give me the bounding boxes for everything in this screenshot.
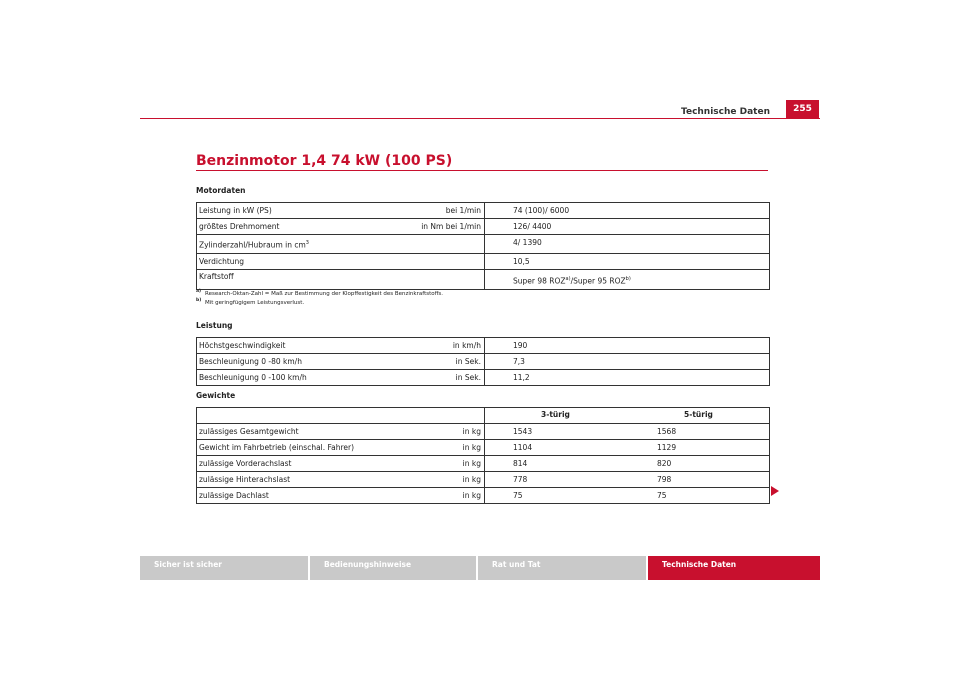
footer-tab-technische-daten[interactable]: [648, 556, 820, 580]
footnote-ref-a: a): [565, 276, 571, 282]
footnote-ref-b: b): [625, 276, 631, 282]
row-value-5-tuerig: 1129: [657, 443, 677, 452]
section-heading-motordaten: Motordaten: [196, 186, 246, 195]
row-unit: in Sek.: [455, 357, 481, 366]
row-value: Super 98 ROZ$^{a)}$/Super 95 ROZ$^{b)}$: [513, 276, 631, 286]
row-value-3-tuerig: 814: [513, 459, 528, 468]
table-row: [197, 219, 769, 235]
gewichte-table: [196, 407, 770, 504]
page-title: Benzinmotor 1,4 74 kW (100 PS): [196, 153, 453, 169]
row-value: 74 (100)/ 6000: [513, 206, 570, 215]
table-row: [197, 488, 769, 503]
footer-tab-label: Bedienungshinweise: [324, 560, 412, 569]
footer-tab-bedienungshinweise[interactable]: [310, 556, 476, 580]
row-value: 10,5: [513, 257, 530, 266]
column-header-3-tuerig: 3-türig: [541, 410, 570, 419]
row-label: Beschleunigung 0 -100 km/h: [199, 373, 307, 382]
table-row: [197, 338, 769, 354]
motordaten-table: [196, 202, 770, 290]
table-row: [197, 424, 769, 440]
row-label: Höchstgeschwindigkeit: [199, 341, 286, 350]
row-value: 126/ 4400: [513, 222, 552, 231]
table-row: [197, 472, 769, 488]
row-value-5-tuerig: 75: [657, 491, 667, 500]
row-value-3-tuerig: 75: [513, 491, 523, 500]
table-row: [197, 440, 769, 456]
row-value-5-tuerig: 798: [657, 475, 672, 484]
row-label: zulässige Vorderachslast: [199, 459, 292, 468]
page-number: 255: [786, 100, 819, 119]
header-divider: [140, 118, 820, 119]
row-label: Leistung in kW (PS): [199, 206, 272, 215]
row-unit: in Sek.: [455, 373, 481, 382]
row-value: 11,2: [513, 373, 530, 382]
row-value-5-tuerig: 1568: [657, 427, 677, 436]
table-row: [197, 370, 769, 385]
table-row: [197, 203, 769, 219]
title-divider: [196, 170, 768, 171]
row-unit: bei 1/min: [445, 206, 481, 215]
row-unit: in kg: [462, 475, 481, 484]
row-value: 4/ 1390: [513, 238, 542, 247]
section-heading-leistung: Leistung: [196, 321, 233, 330]
row-label: zulässiges Gesamtgewicht: [199, 427, 299, 436]
row-value: 7,3: [513, 357, 525, 366]
footer-tab-rat-und-tat[interactable]: [478, 556, 646, 580]
table-row: [197, 254, 769, 270]
footer-tab-sicher-ist-sicher[interactable]: [140, 556, 308, 580]
row-label: Kraftstoff: [199, 272, 234, 281]
row-unit: in kg: [462, 427, 481, 436]
running-header: Technische Daten: [681, 107, 770, 117]
table-row: [197, 354, 769, 370]
section-heading-gewichte: Gewichte: [196, 391, 236, 400]
row-label: größtes Drehmoment: [199, 222, 280, 231]
leistung-table: [196, 337, 770, 386]
row-label: zulässige Dachlast: [199, 491, 269, 500]
row-unit: in kg: [462, 443, 481, 452]
table-row: [197, 270, 769, 289]
superscript: 3: [305, 240, 309, 246]
row-label: Gewicht im Fahrbetrieb (einschal. Fahrer): [199, 443, 355, 452]
row-value-3-tuerig: 778: [513, 475, 528, 484]
next-page-arrow-icon[interactable]: [771, 486, 779, 496]
footer-tab-label: Sicher ist sicher: [154, 560, 222, 569]
footer-tab-label: Rat und Tat: [492, 560, 541, 569]
row-value-5-tuerig: 820: [657, 459, 672, 468]
table-header-row: [197, 408, 769, 424]
row-label: zulässige Hinterachslast: [199, 475, 291, 484]
row-unit: in kg: [462, 491, 481, 500]
table-row: [197, 456, 769, 472]
row-value-3-tuerig: 1104: [513, 443, 533, 452]
row-unit: in km/h: [452, 341, 481, 350]
row-label: Beschleunigung 0 -80 km/h: [199, 357, 302, 366]
row-label: Zylinderzahl/Hubraum in $cm^3$: [199, 240, 309, 250]
footer-tab-label: Technische Daten: [662, 560, 737, 569]
row-unit: in kg: [462, 459, 481, 468]
row-value-3-tuerig: 1543: [513, 427, 533, 436]
row-unit: in Nm bei 1/min: [421, 222, 481, 231]
row-label: Verdichtung: [199, 257, 245, 266]
table-row: [197, 235, 769, 254]
column-header-5-tuerig: 5-türig: [684, 410, 713, 419]
row-value: 190: [513, 341, 528, 350]
